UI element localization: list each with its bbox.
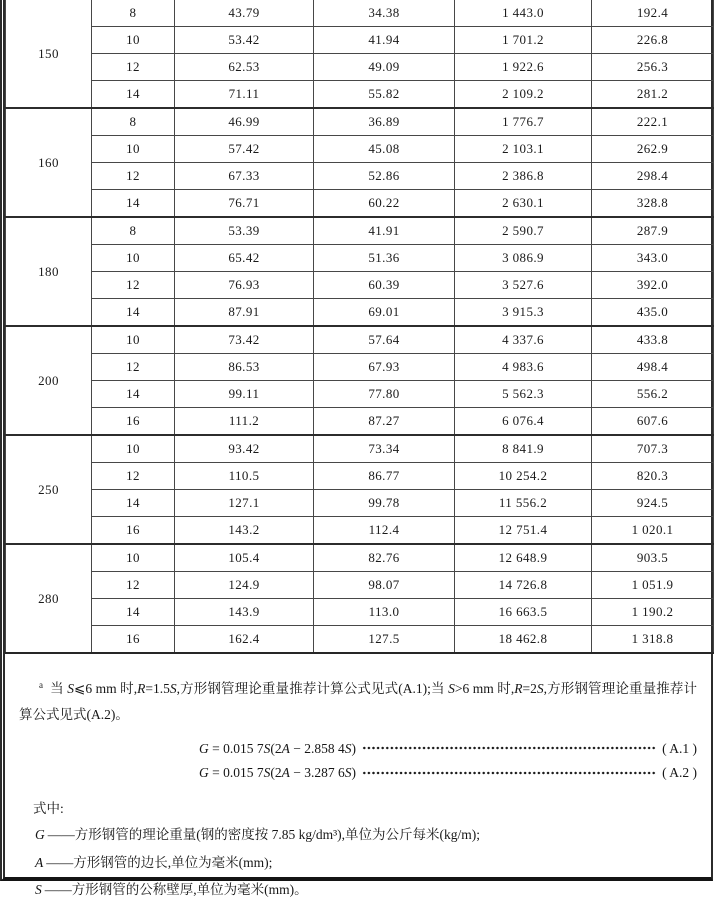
table-cell: 16 663.5 xyxy=(455,599,592,626)
table-cell: 222.1 xyxy=(592,108,714,136)
formula-line xyxy=(19,737,697,761)
table-row xyxy=(6,408,714,436)
table-cell: 18 462.8 xyxy=(455,626,592,654)
table-cell: 435.0 xyxy=(592,299,714,327)
table-cell: 110.5 xyxy=(175,463,314,490)
table-cell: 16 xyxy=(92,408,175,436)
table-cell: 3 086.9 xyxy=(455,245,592,272)
table-cell: 10 xyxy=(92,136,175,163)
definition-line xyxy=(35,876,697,904)
table-cell: 2 590.7 xyxy=(455,217,592,245)
table-cell: 76.71 xyxy=(175,190,314,218)
table-cell: 5 562.3 xyxy=(455,381,592,408)
definition-text: 方形钢管的公称壁厚,单位为毫米(mm)。 xyxy=(71,882,308,898)
table-cell: 1 776.7 xyxy=(455,108,592,136)
table-cell: 8 xyxy=(92,108,175,136)
table-cell: 12 648.9 xyxy=(455,544,592,572)
table-cell: 127.1 xyxy=(175,490,314,517)
table-cell: 343.0 xyxy=(592,245,714,272)
table-cell: 77.80 xyxy=(314,381,455,408)
table-cell: 67.33 xyxy=(175,163,314,190)
definition-text: 方形钢管的理论重量(钢的密度按 7.85 kg/dm³),单位为公斤每米(kg/m); xyxy=(74,826,481,842)
table-cell: 76.93 xyxy=(175,272,314,299)
table-cell: 105.4 xyxy=(175,544,314,572)
table-cell: 60.22 xyxy=(314,190,455,218)
table-cell: 41.91 xyxy=(314,217,455,245)
table-cell: 10 xyxy=(92,245,175,272)
table-cell: 51.36 xyxy=(314,245,455,272)
table-cell: 52.86 xyxy=(314,163,455,190)
table-row xyxy=(6,299,714,327)
table-row xyxy=(6,354,714,381)
table-cell: 6 076.4 xyxy=(455,408,592,436)
table-cell: 12 xyxy=(92,463,175,490)
definition-symbol: S xyxy=(35,882,42,898)
table-cell: 192.4 xyxy=(592,0,714,27)
table-cell: 41.94 xyxy=(314,27,455,54)
where-label: 式中: xyxy=(33,800,64,816)
table-cell: 99.78 xyxy=(314,490,455,517)
table-cell: 14 xyxy=(92,81,175,109)
table-cell: 10 xyxy=(92,326,175,354)
table-row xyxy=(6,108,714,136)
table-row xyxy=(6,272,714,299)
table-cell: 57.64 xyxy=(314,326,455,354)
table-cell: 820.3 xyxy=(592,463,714,490)
table-row xyxy=(6,572,714,599)
table-cell: 111.2 xyxy=(175,408,314,436)
table-cell: 124.9 xyxy=(175,572,314,599)
table-cell: 3 527.6 xyxy=(455,272,592,299)
table-cell: 82.76 xyxy=(314,544,455,572)
table-cell: 16 xyxy=(92,517,175,545)
table-cell: 3 915.3 xyxy=(455,299,592,327)
table-cell: 99.11 xyxy=(175,381,314,408)
table-cell: 162.4 xyxy=(175,626,314,654)
group-label-cell: 150 xyxy=(6,0,92,108)
group-label-cell: 250 xyxy=(6,435,92,544)
table-cell: 256.3 xyxy=(592,54,714,81)
definition-dash: —— xyxy=(44,882,72,898)
table-row xyxy=(6,81,714,109)
table-cell: 2 386.8 xyxy=(455,163,592,190)
group-label-cell: 200 xyxy=(6,326,92,435)
table-cell: 226.8 xyxy=(592,27,714,54)
table-cell: 14 xyxy=(92,299,175,327)
table-cell: 4 337.6 xyxy=(455,326,592,354)
table-cell: 8 xyxy=(92,217,175,245)
table-cell: 12 xyxy=(92,163,175,190)
table-row xyxy=(6,54,714,81)
table-cell: 4 983.6 xyxy=(455,354,592,381)
table-cell: 86.77 xyxy=(314,463,455,490)
table-cell: 60.39 xyxy=(314,272,455,299)
note-paragraph xyxy=(19,676,697,729)
table-cell: 113.0 xyxy=(314,599,455,626)
formula-line xyxy=(19,761,697,785)
table-cell: 1 922.6 xyxy=(455,54,592,81)
table-cell: 14 xyxy=(92,490,175,517)
table-row xyxy=(6,190,714,218)
table-row xyxy=(6,463,714,490)
table-cell: 328.8 xyxy=(592,190,714,218)
table-cell: 57.42 xyxy=(175,136,314,163)
table-cell: 1 051.9 xyxy=(592,572,714,599)
definition-symbol: A xyxy=(35,854,44,870)
table-cell: 12 xyxy=(92,272,175,299)
table-cell: 924.5 xyxy=(592,490,714,517)
table-row xyxy=(6,626,714,654)
table-cell: 67.93 xyxy=(314,354,455,381)
table-cell: 2 109.2 xyxy=(455,81,592,109)
note-text: 当 S⩽6 mm 时,R=1.5S,方形钢管理论重量推荐计算公式见式(A.1);当 S>6 mm 时,R=2S,方形钢管理论重量推荐计算公式见式(A.2)。 xyxy=(19,681,697,723)
table-cell: 112.4 xyxy=(314,517,455,545)
table-cell: 65.42 xyxy=(175,245,314,272)
table-row xyxy=(6,490,714,517)
definitions xyxy=(35,821,697,904)
table-cell: 1 020.1 xyxy=(592,517,714,545)
table-cell: 14 xyxy=(92,599,175,626)
table-cell: 86.53 xyxy=(175,354,314,381)
table-cell: 12 xyxy=(92,572,175,599)
table-cell: 87.91 xyxy=(175,299,314,327)
table-cell: 10 xyxy=(92,27,175,54)
table-cell: 433.8 xyxy=(592,326,714,354)
table-cell: 53.42 xyxy=(175,27,314,54)
table-cell: 2 630.1 xyxy=(455,190,592,218)
dot-leader xyxy=(362,746,656,750)
table-row xyxy=(6,517,714,545)
table-cell: 707.3 xyxy=(592,435,714,463)
table-cell: 12 xyxy=(92,54,175,81)
table-cell: 55.82 xyxy=(314,81,455,109)
table-cell: 16 xyxy=(92,626,175,654)
spec-table xyxy=(5,0,714,654)
table-cell: 73.34 xyxy=(314,435,455,463)
table-cell: 143.2 xyxy=(175,517,314,545)
table-cell: 1 701.2 xyxy=(455,27,592,54)
formula-text: G = 0.015 7S(2A − 2.858 4S) xyxy=(199,740,356,756)
table-cell: 1 443.0 xyxy=(455,0,592,27)
formula-text: G = 0.015 7S(2A − 3.287 6S) xyxy=(199,765,356,781)
table-cell: 1 318.8 xyxy=(592,626,714,654)
table-cell: 556.2 xyxy=(592,381,714,408)
table-row xyxy=(6,435,714,463)
table-cell: 10 254.2 xyxy=(455,463,592,490)
table-cell: 10 xyxy=(92,435,175,463)
table-cell: 298.4 xyxy=(592,163,714,190)
table-row xyxy=(6,217,714,245)
table-cell: 1 190.2 xyxy=(592,599,714,626)
group-label-cell: 280 xyxy=(6,544,92,653)
table-cell: 93.42 xyxy=(175,435,314,463)
dot-leader xyxy=(362,771,656,775)
table-cell: 45.08 xyxy=(314,136,455,163)
table-cell: 262.9 xyxy=(592,136,714,163)
table-cell: 607.6 xyxy=(592,408,714,436)
table-cell: 8 xyxy=(92,0,175,27)
table-cell: 98.07 xyxy=(314,572,455,599)
table-cell: 2 103.1 xyxy=(455,136,592,163)
table-row xyxy=(6,381,714,408)
table-cell: 14 xyxy=(92,190,175,218)
table-cell: 8 841.9 xyxy=(455,435,592,463)
group-label-cell: 180 xyxy=(6,217,92,326)
definition-dash: —— xyxy=(47,826,75,842)
table-cell: 43.79 xyxy=(175,0,314,27)
table-row xyxy=(6,27,714,54)
footnote-section xyxy=(5,654,711,904)
table-row xyxy=(6,245,714,272)
definition-line xyxy=(35,821,697,849)
table-cell: 49.09 xyxy=(314,54,455,81)
table-cell: 69.01 xyxy=(314,299,455,327)
table-cell: 10 xyxy=(92,544,175,572)
table-cell: 46.99 xyxy=(175,108,314,136)
definition-symbol: G xyxy=(35,826,45,842)
table-row xyxy=(6,326,714,354)
equation-number: ( A.2 ) xyxy=(662,765,697,781)
definition-line xyxy=(35,849,697,877)
table-cell: 36.89 xyxy=(314,108,455,136)
table-cell: 62.53 xyxy=(175,54,314,81)
table-row xyxy=(6,544,714,572)
table-cell: 392.0 xyxy=(592,272,714,299)
table-cell: 34.38 xyxy=(314,0,455,27)
definition-dash: —— xyxy=(46,854,74,870)
table-row xyxy=(6,163,714,190)
group-label-cell: 160 xyxy=(6,108,92,217)
table-cell: 87.27 xyxy=(314,408,455,436)
spec-table-body xyxy=(6,0,714,653)
definition-text: 方形钢管的边长,单位为毫米(mm); xyxy=(73,854,273,870)
table-row xyxy=(6,599,714,626)
table-cell: 903.5 xyxy=(592,544,714,572)
note-marker: a xyxy=(39,679,43,690)
table-cell: 12 751.4 xyxy=(455,517,592,545)
table-cell: 127.5 xyxy=(314,626,455,654)
table-cell: 143.9 xyxy=(175,599,314,626)
table-cell: 73.42 xyxy=(175,326,314,354)
table-cell: 14 726.8 xyxy=(455,572,592,599)
table-cell: 53.39 xyxy=(175,217,314,245)
table-row xyxy=(6,0,714,27)
equation-number: ( A.1 ) xyxy=(662,740,697,756)
table-cell: 12 xyxy=(92,354,175,381)
table-cell: 498.4 xyxy=(592,354,714,381)
table-row xyxy=(6,136,714,163)
table-cell: 11 556.2 xyxy=(455,490,592,517)
table-cell: 281.2 xyxy=(592,81,714,109)
table-cell: 14 xyxy=(92,381,175,408)
table-cell: 287.9 xyxy=(592,217,714,245)
table-cell: 71.11 xyxy=(175,81,314,109)
